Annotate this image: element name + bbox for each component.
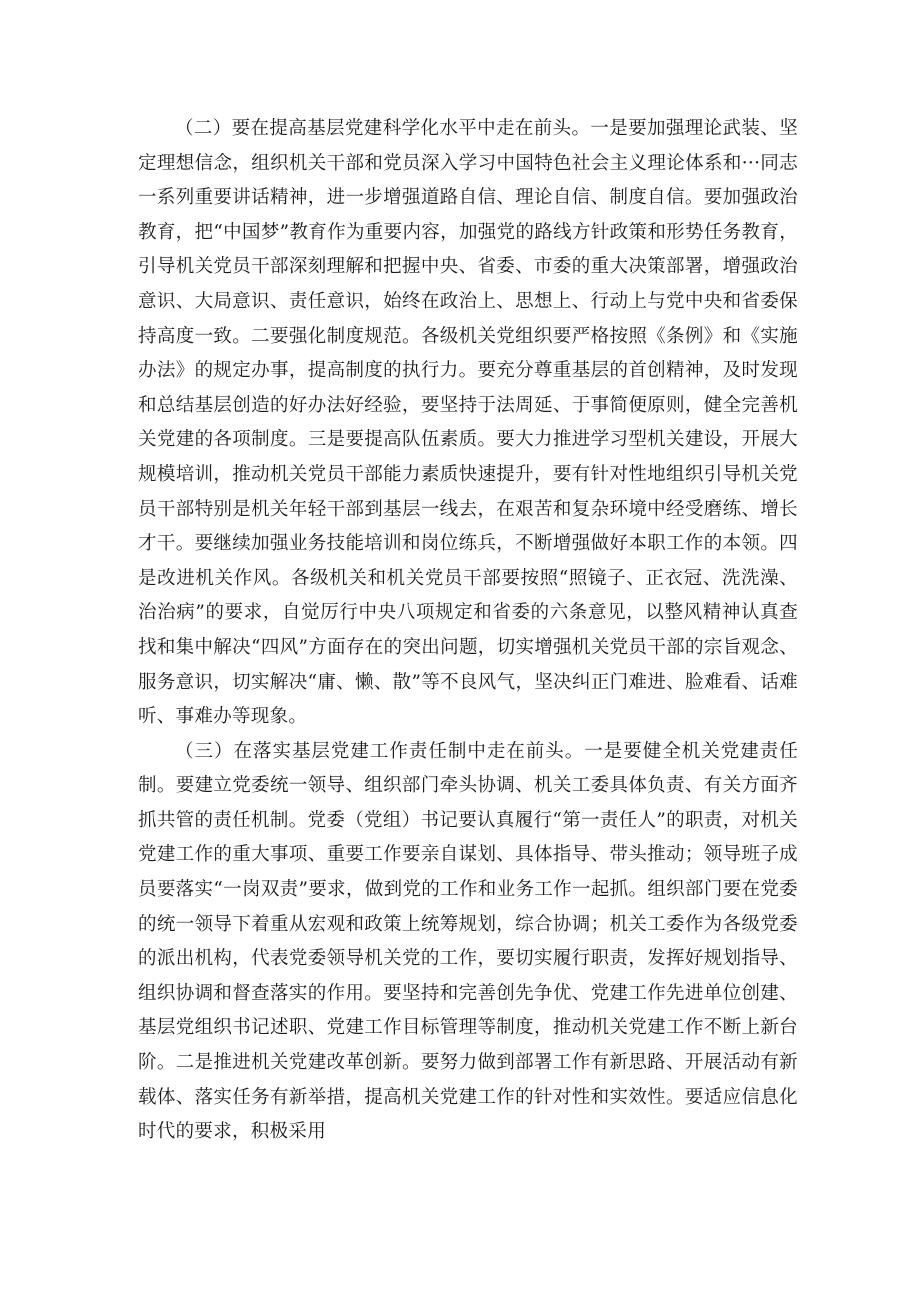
document-body bbox=[138, 112, 798, 1150]
paragraph-section-three: （三）在落实基层党建工作责任制中走在前头。一是要健全机关党建责任制。要建立党委统一领导、组织部门牵头协调、机关工委具体负责、有关方面齐抓共管的责任机制。党委（党组）书记要认真履行“第一责任人”的职责，对机关党建工作的重大事项、重要工作要亲自谋划、具体指导、带头推动；领导班子成员要落实“一岗双责”要求，做到党的工作和业务工作一起抓。组织部门要在党委的统一领导下着重从宏观和政策上统筹规划，综合协调；机关工委作为各级党委的派出机构，代表党委领导机关党的工作，要切实履行职责，发挥好规划指导、组织协调和督查落实的作用。要坚持和完善创先争优、党建工作先进单位创建、基层党组织书记述职、党建工作目标管理等制度，推动机关党建工作不断上新台阶。二是推进机关党建改革创新。要努力做到部署工作有新思路、开展活动有新载体、落实任务有新举措，提高机关党建工作的针对性和实效性。要适应信息化时代的要求，积极采用 bbox=[138, 740, 798, 1143]
paragraph-section-two: （二）要在提高基层党建科学化水平中走在前头。一是要加强理论武装、坚定理想信念，组织机关干部和党员深入学习中国特色社会主义理论体系和···同志一系列重要讲话精神，进一步增强道路自信、理论自信、制度自信。要加强政治教育，把“中国梦”教育作为重要内容，加强党的路线方针政策和形势任务教育，引导机关党员干部深刻理解和把握中央、省委、市委的重大决策部署，增强政治意识、大局意识、责任意识，始终在政治上、思想上、行动上与党中央和省委保持高度一致。二要强化制度规范。各级机关党组织要严格按照《条例》和《实施办法》的规定办事，提高制度的执行力。要充分尊重基层的首创精神，及时发现和总结基层创造的好办法好经验，要坚持于法周延、于事简便原则，健全完善机关党建的各项制度。三是要提高队伍素质。要大力推进学习型机关建设，开展大规模培训，推动机关党员干部能力素质快速提升，要有针对性地组织引导机关党员干部特别是机关年轻干部到基层一线去，在艰苦和复杂环境中经受磨练、增长才干。要继续加强业务技能培训和岗位练兵，不断增强做好本职工作的本领。四是改进机关作风。各级机关和机关党员干部要按照“照镜子、正衣冠、洗洗澡、治治病”的要求，自觉厉行中央八项规定和省委的六条意见，以整风精神认真查找和集中解决“四风”方面存在的突出问题，切实增强机关党员干部的宗旨观念、服务意识，切实解决“庸、懒、散”等不良风气，坚决纠正门难进、脸难看、话难听、事难办等现象。 bbox=[138, 118, 798, 728]
